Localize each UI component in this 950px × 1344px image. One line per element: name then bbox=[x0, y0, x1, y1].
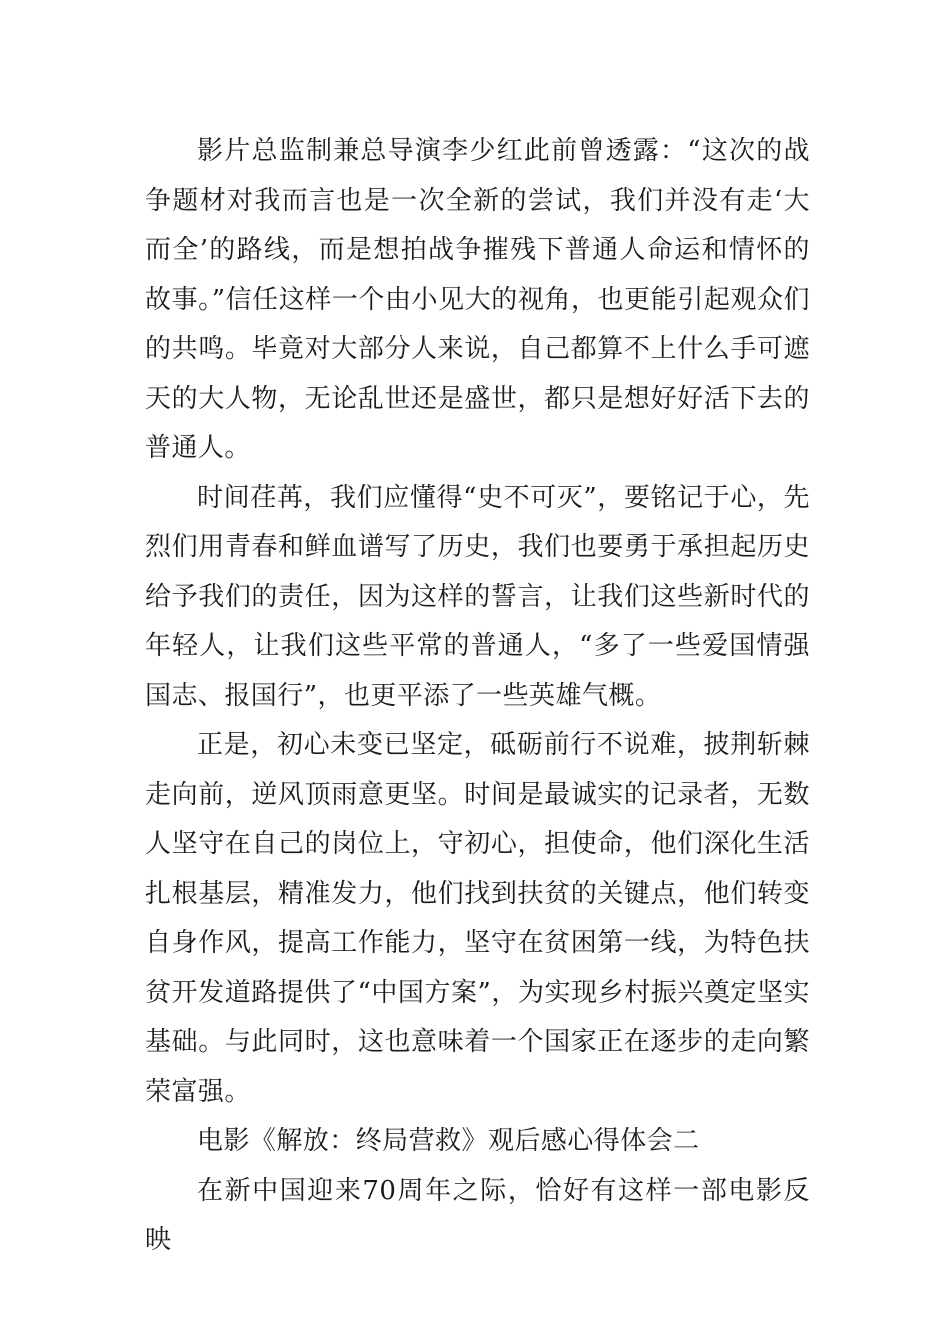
document-body bbox=[145, 127, 810, 1266]
paragraph-4: 在新中国迎来70周年之际，恰好有这样一部电影反映 bbox=[145, 1175, 810, 1255]
section-title: 电影《解放：终局营救》观后感心得体会二 bbox=[197, 1126, 700, 1156]
paragraph-1: 影片总监制兼总导演李少红此前曾透露：“这次的战争题材对我而言也是一次全新的尝试，我们并没有走‘大而全’的路线，而是想拍战争摧残下普通人命运和情怀的故事。”信任这样一个由小见大的视角，也更能引起观众们的共鸣。毕竟对大部分人来说，自己都算不上什么手可遮天的大人物，无论乱世还是盛世，都只是想好好活下去的普通人。 bbox=[145, 136, 810, 463]
paragraph-3: 正是，初心未变已坚定，砥砺前行不说难，披荆斩棘走向前，逆风顶雨意更坚。时间是最诚实的记录者，无数人坚守在自己的岗位上，守初心，担使命，他们深化生活扎根基层，精准发力，他们找到扶贫的关键点，他们转变自身作风，提高工作能力，坚守在贫困第一线，为特色扶贫开发道路提供了“中国方案”，为实现乡村振兴奠定坚实基础。与此同时，这也意味着一个国家正在逐步的走向繁荣富强。 bbox=[145, 730, 810, 1107]
paragraph-2: 时间荏苒，我们应懂得“史不可灭”，要铭记于心，先烈们用青春和鲜血谱写了历史，我们也要勇于承担起历史给予我们的责任，因为这样的誓言，让我们这些新时代的年轻人，让我们这些平常的普通人，“多了一些爱国情强国志、报国行”，也更平添了一些英雄气概。 bbox=[145, 482, 810, 711]
